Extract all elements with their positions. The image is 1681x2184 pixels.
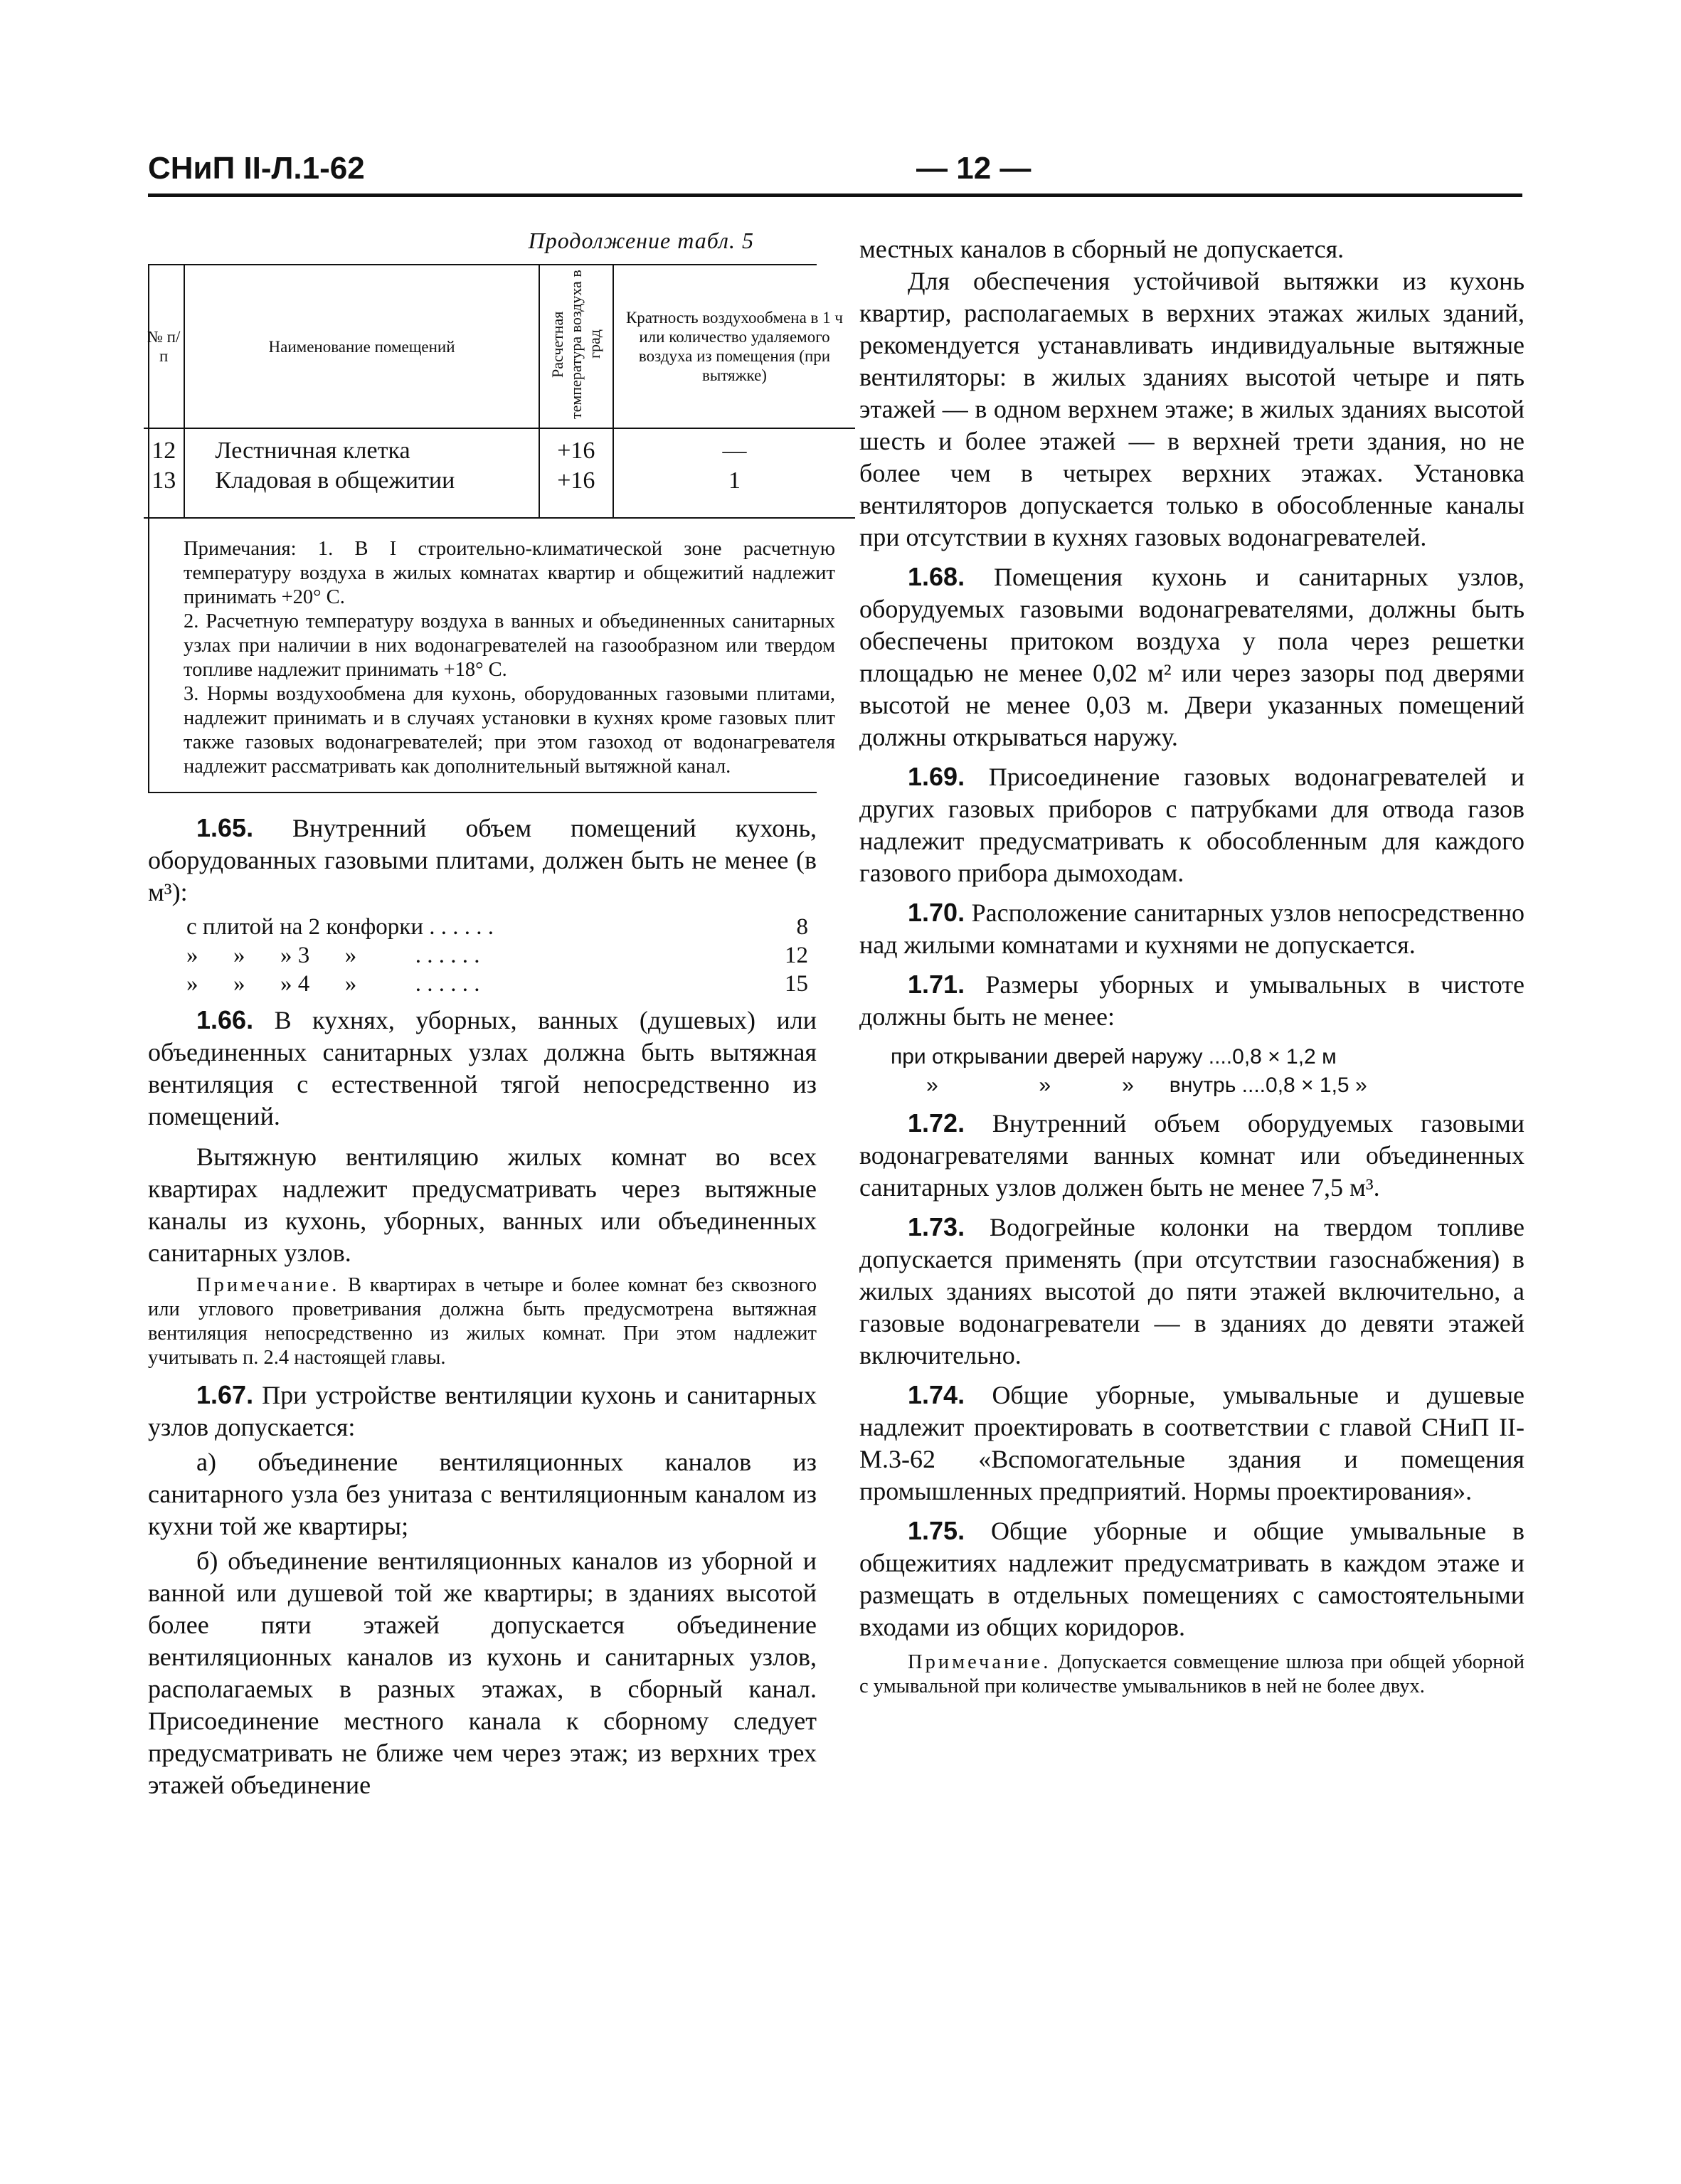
table-note-3: 3. Нормы воздухообмена для кухонь, оборудованных газовыми плитами, надлежит принимать и в случаях установки в кухнях кроме газовых плит также газовых водонагревателей; при этом газоход от водонагревателя надлежит рассматривать как дополнительный вытяжной канал. [184,683,835,778]
table-header-row [144,265,855,428]
row-name: Кладовая в общежитии [184,466,539,518]
clause-1-72: 1.72. Внутренний объем оборудуемых газовыми водонагревателями ванных комнат или объединенных санитарных узлов должен быть не менее 7,5 м³. [859,1108,1525,1202]
row-temp: +16 [539,466,613,518]
clause-1-74: 1.74. Общие уборные, умывальные и душевые надлежит проектировать в соответствии с главой СНиП II-М.3-62 «Вспомогательные здания и помещения промышленных предприятий. Нормы проектирования». [859,1380,1524,1505]
clause-1-68: 1.68. Помещения кухонь и санитарных узлов, оборудуемых газовыми водонагревателями, должны быть обеспечены притоком воздуха у пола через решетки площадью не менее 0,02 м² или через зазоры под дверями высотой не менее 0,03 м. Двери указанных помещений должны открываться наружу. [859,562,1525,751]
col-header-temp: Расчетная температура воздуха в град [539,265,613,428]
clause-1-66-paragraph-2: Вытяжную вентиляцию жилых комнат во всех квартирах надлежит предусматривать через вытяжные каналы из кухонь, уборных, ванных или объединенных санитарных узлов. [148,1143,817,1267]
row-num: 13 [144,466,184,518]
clause-1-65: 1.65. Внутренний объем помещений кухонь, оборудованных газовыми плитами, должен быть не менее (в м³): [148,813,817,906]
clause-1-66: 1.66. В кухнях, уборных, ванных (душевых) или объединенных санитарных узлах должна быть вытяжная вентиляция с естественной тягой непосредственно из помещений. [148,1005,817,1130]
page-number: — 12 — [916,151,1032,186]
col-header-name: Наименование помещений [184,265,539,428]
dimensions-list [859,1043,1524,1100]
right-column [859,228,1524,1699]
clause-1-66-note: Примечание. В квартирах в четыре и более комнат без сквозного или углового проветривания должна быть предусмотрена вытяжная вентиляция непосредственно из жилых комнат. При этом надлежит учитывать п. 2.4 настоящей главы. [148,1274,817,1369]
document-code: СНиП II-Л.1-62 [148,151,365,186]
header-rule [148,194,1522,197]
table-caption: Продолжение табл. 5 [528,228,754,253]
row-num: 12 [144,428,184,466]
clause-1-67-item-b: б) объединение вентиляционных каналов из уборной и ванной или душевой той же квартиры; в зданиях высотой более пяти этажей допускается объединение вентиляционных каналов из кухонь и санитарных узлов, располагаемых в разных этажах, в сборный канал. Присоединение местного канала к сборному следует предусматривать не ближе чем через этаж; из верхних трех этажей объединение [148,1547,817,1799]
table-5-continuation [147,264,843,793]
clause-1-75: 1.75. Общие уборные и общие умывальные в общежитиях надлежит предусматривать в каждом этаже и размещать в отдельных помещениях с самостоятельными входами из общих коридоров. [859,1516,1524,1641]
page-header [148,151,1521,191]
list-item: » » » 4 » . . . . . . 15 [186,971,808,997]
clause-1-75-note: Примечание. Допускается совмещение шлюза при общей уборной с умывальной при количестве умывальников в ней не более двух. [859,1651,1524,1697]
row-temp: +16 [539,428,613,466]
col-header-rate: Кратность воздухообмена в 1 ч или количество удаляемого воздуха из помещения (при вытяжке) [613,265,855,428]
row-rate: — [722,438,747,464]
table-row [144,466,855,518]
clause-1-67-item-a: а) объединение вентиляционных каналов из санитарного узла без унитаза с вентиляционным каналом из кухни той же квартиры; [148,1448,817,1540]
table-note-2: 2. Расчетную температуру воздуха в ванных и объединенных санитарных узлах при наличии в них водонагревателей на газообразном или твердом топливе надлежит принимать +18° С. [184,610,835,681]
clause-1-67: 1.67. При устройстве вентиляции кухонь и санитарных узлов допускается: [148,1380,817,1441]
row-rate: 1 [728,467,741,494]
table-notes-row [144,518,855,792]
clause-1-67-continuation: местных каналов в сборный не допускается. [859,235,1345,263]
table-row [144,428,855,466]
list-item: при открывании дверей наружу ....0,8 × 1,2 м [891,1045,1337,1069]
col-header-num: № п/п [144,265,184,428]
table-note-1: Примечания: 1. В I строительно-климатической зоне расчетную температуру воздуха в жилых комнатах квартир и общежитий надлежит принимать +20° С. [184,538,835,608]
clause-1-71: 1.71. Размеры уборных и умывальных в чистоте должны быть не менее: [859,970,1525,1031]
row-name: Лестничная клетка [184,428,539,466]
clause-1-73: 1.73. Водогрейные колонки на твердом топливе допускается применять (при отсутствии газоснабжения) в жилых зданиях высотой до пяти этажей включительно, а газовые водонагреватели — в зданиях до девяти этажей включительно. [859,1212,1525,1369]
list-item: » » » 3 » . . . . . . 12 [186,943,808,968]
clause-1-70: 1.70. Расположение санитарных узлов непосредственно над жилыми комнатами и кухнями не допускается. [859,898,1525,959]
list-item: » » » внутрь ....0,8 × 1,5 » [891,1074,1367,1097]
clause-1-69: 1.69. Присоединение газовых водонагревателей и других газовых приборов с патрубками для отвода газов надлежит предусматривать к обособленным для каждого газового прибора дымоходам. [859,762,1524,887]
list-item: с плитой на 2 конфорки . . . . . . 8 [186,914,808,940]
clause-1-67-paragraph-2: Для обеспечения устойчивой вытяжки из кухонь квартир, располагаемых в верхних этажах жилых зданий, рекомендуется устанавливать индивидуальные вытяжные вентиляторы: в жилых зданиях высотой четыре и пять этажей — в одном верхнем этаже; в жилых зданиях высотой шесть и более этажей — в верхней трети здания, но не более чем в четырех верхних этажах. Установка вентиляторов допускается только в обособленные каналы при отсутствии в кухнях газовых водонагревателей. [859,267,1524,551]
left-column [147,228,843,1801]
stove-volume-list [148,913,817,998]
